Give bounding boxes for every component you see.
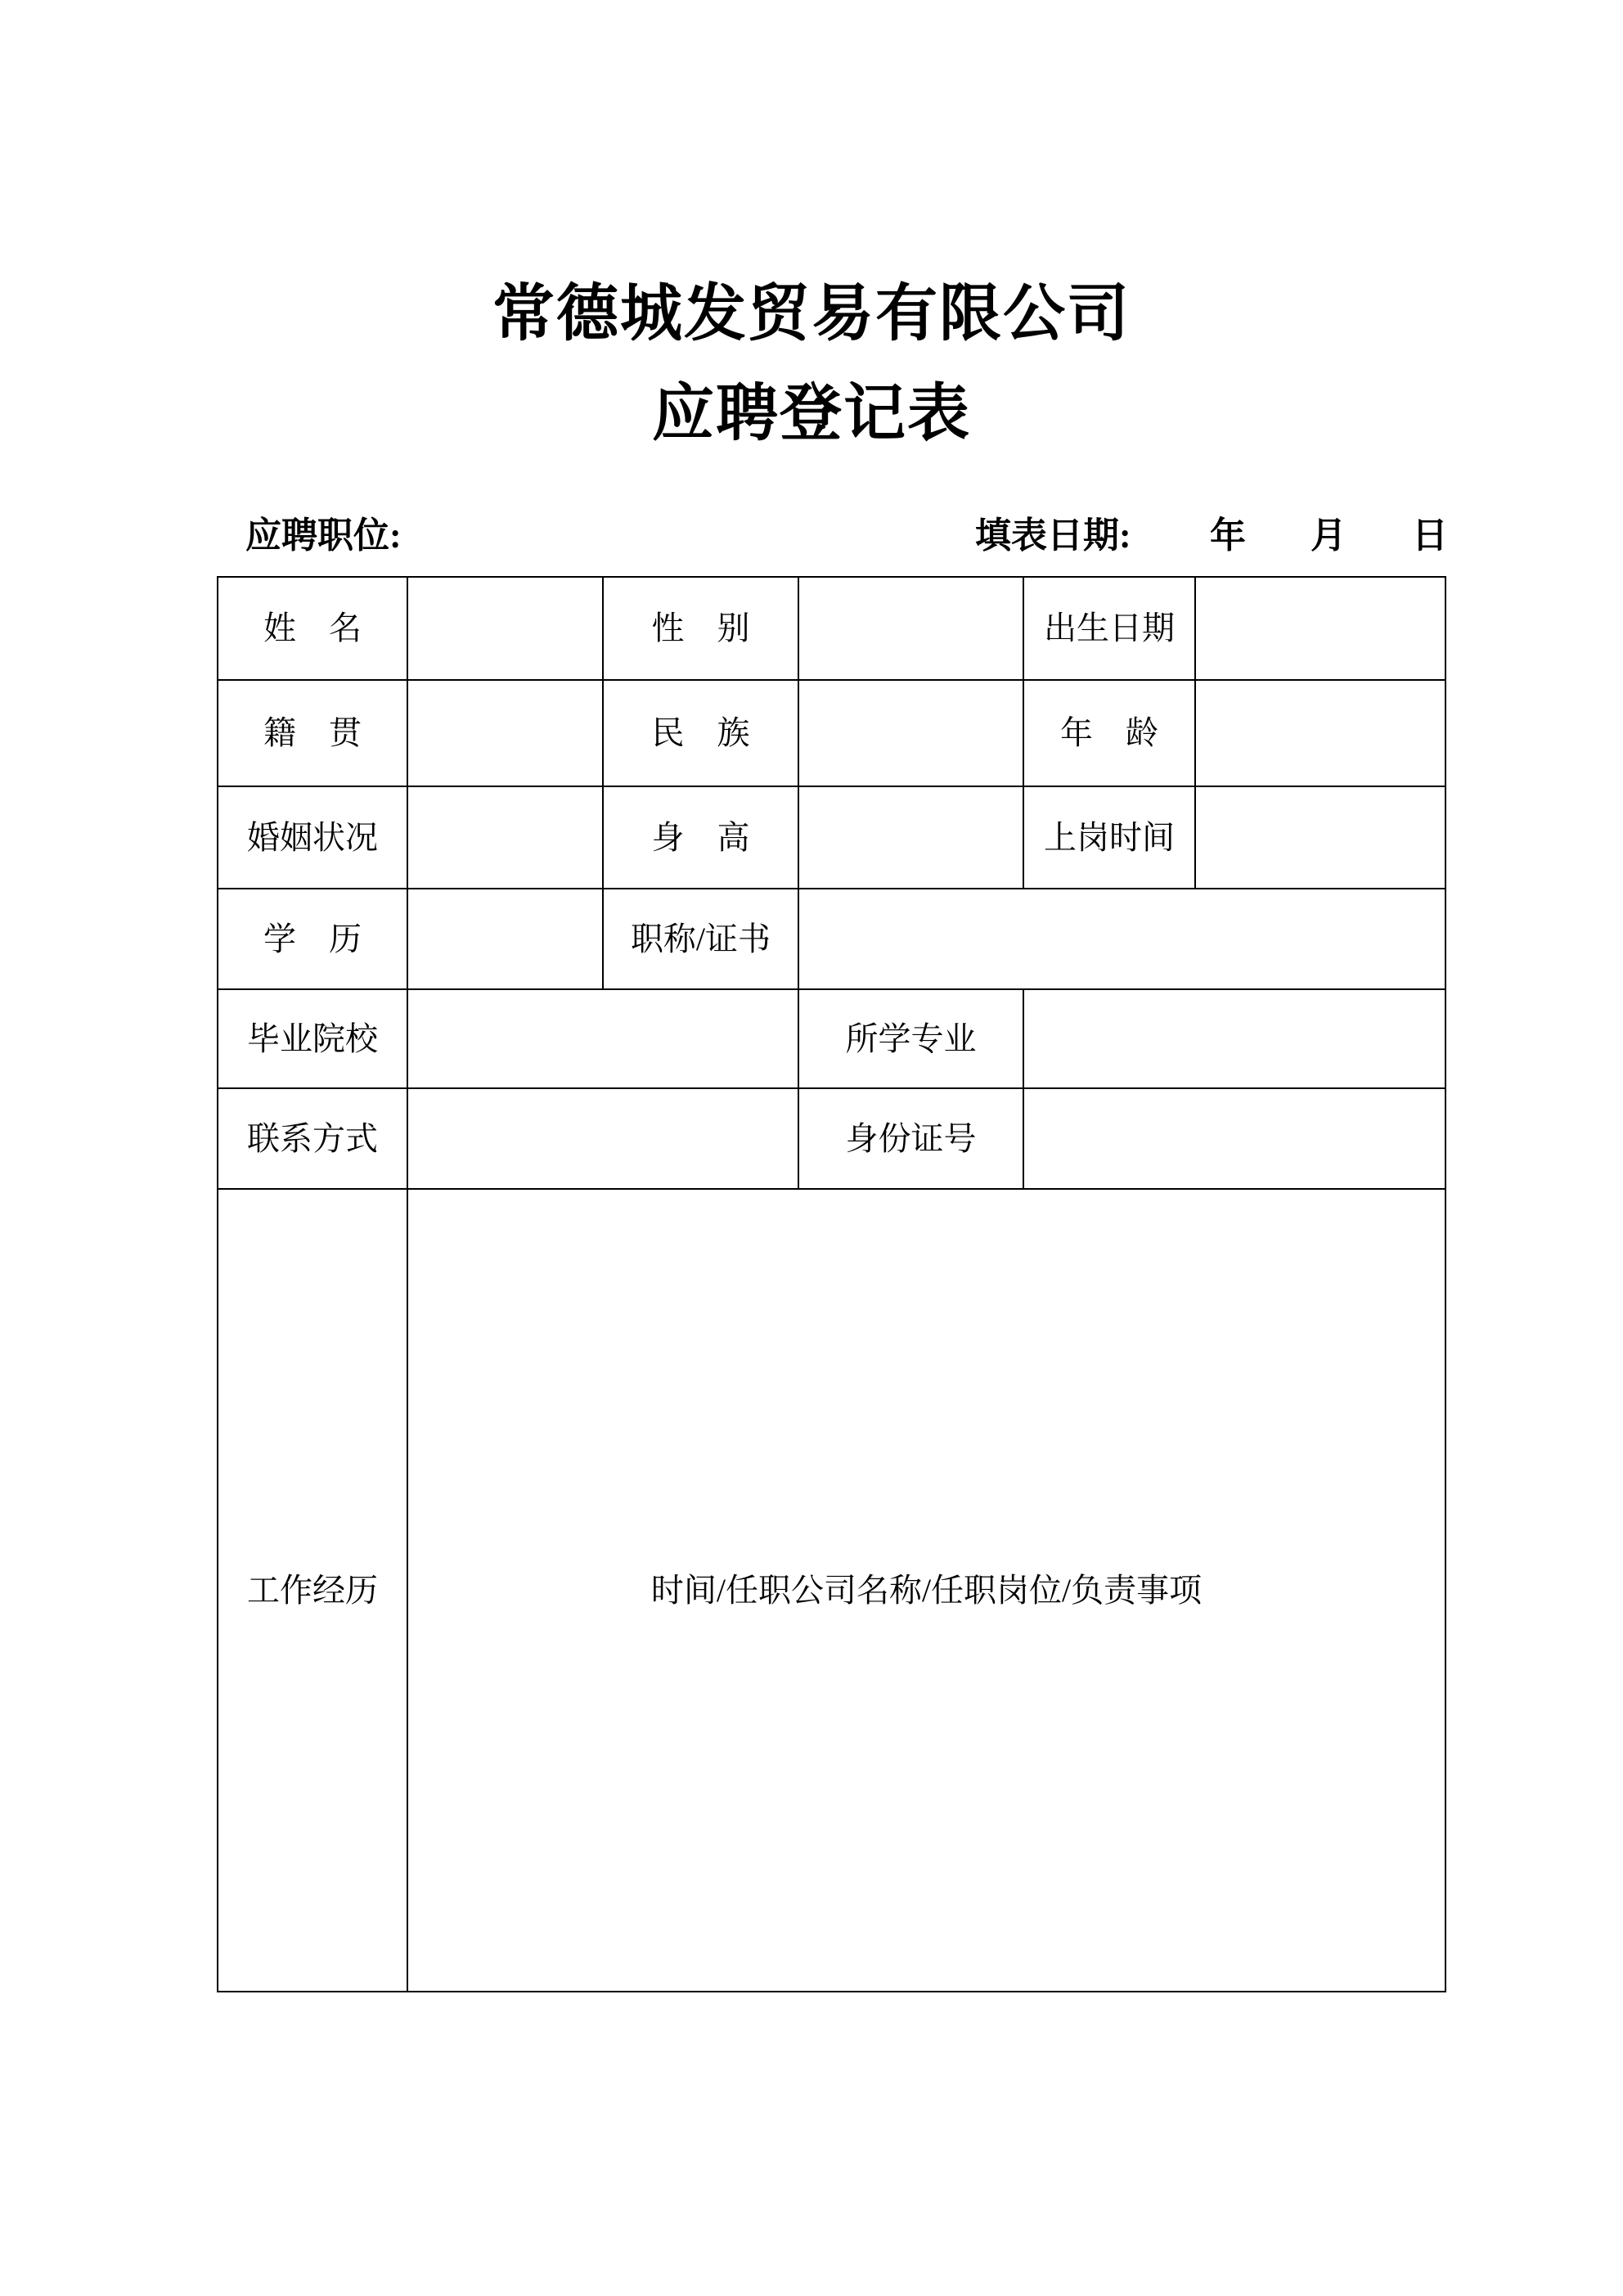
- start-time-label-cell: 上岗时间: [1023, 786, 1195, 889]
- age-label-cell: 年 龄: [1023, 680, 1195, 786]
- birth-date-value-cell[interactable]: [1195, 577, 1445, 680]
- native-place-label-cell: 籍 贯: [218, 680, 407, 786]
- month-label: 月: [1311, 515, 1347, 556]
- table-row: [218, 1189, 1445, 1992]
- form-title: 应聘登记表: [652, 380, 971, 448]
- major-value-cell[interactable]: [1023, 989, 1445, 1088]
- marital-status-label-cell: 婚姻状况: [218, 786, 407, 889]
- education-label-cell: 学 历: [218, 889, 407, 989]
- native-place-value-cell[interactable]: [407, 680, 603, 786]
- ethnicity-label-cell: 民 族: [603, 680, 798, 786]
- marital-status-value-cell[interactable]: [407, 786, 603, 889]
- work-experience-value-cell[interactable]: [407, 1189, 1445, 1992]
- major-label-cell: 所学专业: [798, 989, 1023, 1088]
- id-number-value-cell[interactable]: [1023, 1088, 1445, 1189]
- name-label-cell: 姓 名: [218, 577, 407, 680]
- gender-value-cell[interactable]: [798, 577, 1023, 680]
- gender-label-cell: 性 别: [603, 577, 798, 680]
- table-row: [218, 786, 1445, 889]
- height-value-cell[interactable]: [798, 786, 1023, 889]
- position-label: 应聘职位:: [245, 515, 402, 556]
- id-number-label-cell: 身份证号: [798, 1088, 1023, 1189]
- company-title: 常德城发贸易有限公司: [492, 280, 1131, 349]
- contact-label-cell: 联系方式: [218, 1088, 407, 1189]
- table-row: [218, 1088, 1445, 1189]
- graduate-school-value-cell[interactable]: [407, 989, 798, 1088]
- title-certificate-label-cell: 职称/证书: [603, 889, 798, 989]
- table-row: [218, 989, 1445, 1088]
- year-label: 年: [1210, 515, 1246, 556]
- contact-value-cell[interactable]: [407, 1088, 798, 1189]
- age-value-cell[interactable]: [1195, 680, 1445, 786]
- fill-date-label: 填表日期:: [975, 515, 1131, 556]
- education-value-cell[interactable]: [407, 889, 603, 989]
- title-certificate-value-cell[interactable]: [798, 889, 1445, 989]
- ethnicity-value-cell[interactable]: [798, 680, 1023, 786]
- birth-date-label-cell: 出生日期: [1023, 577, 1195, 680]
- table-row: [218, 577, 1445, 680]
- work-experience-columns-header: 时间/任职公司名称/任职岗位/负责事项: [650, 1571, 1203, 1609]
- work-experience-label-cell: 工作经历: [218, 1189, 407, 1992]
- graduate-school-label-cell: 毕业院校: [218, 989, 407, 1088]
- name-value-cell[interactable]: [407, 577, 603, 680]
- start-time-value-cell[interactable]: [1195, 786, 1445, 889]
- application-table: [217, 576, 1446, 1992]
- table-row: [218, 889, 1445, 989]
- day-label: 日: [1412, 515, 1448, 556]
- height-label-cell: 身 高: [603, 786, 798, 889]
- table-row: [218, 680, 1445, 786]
